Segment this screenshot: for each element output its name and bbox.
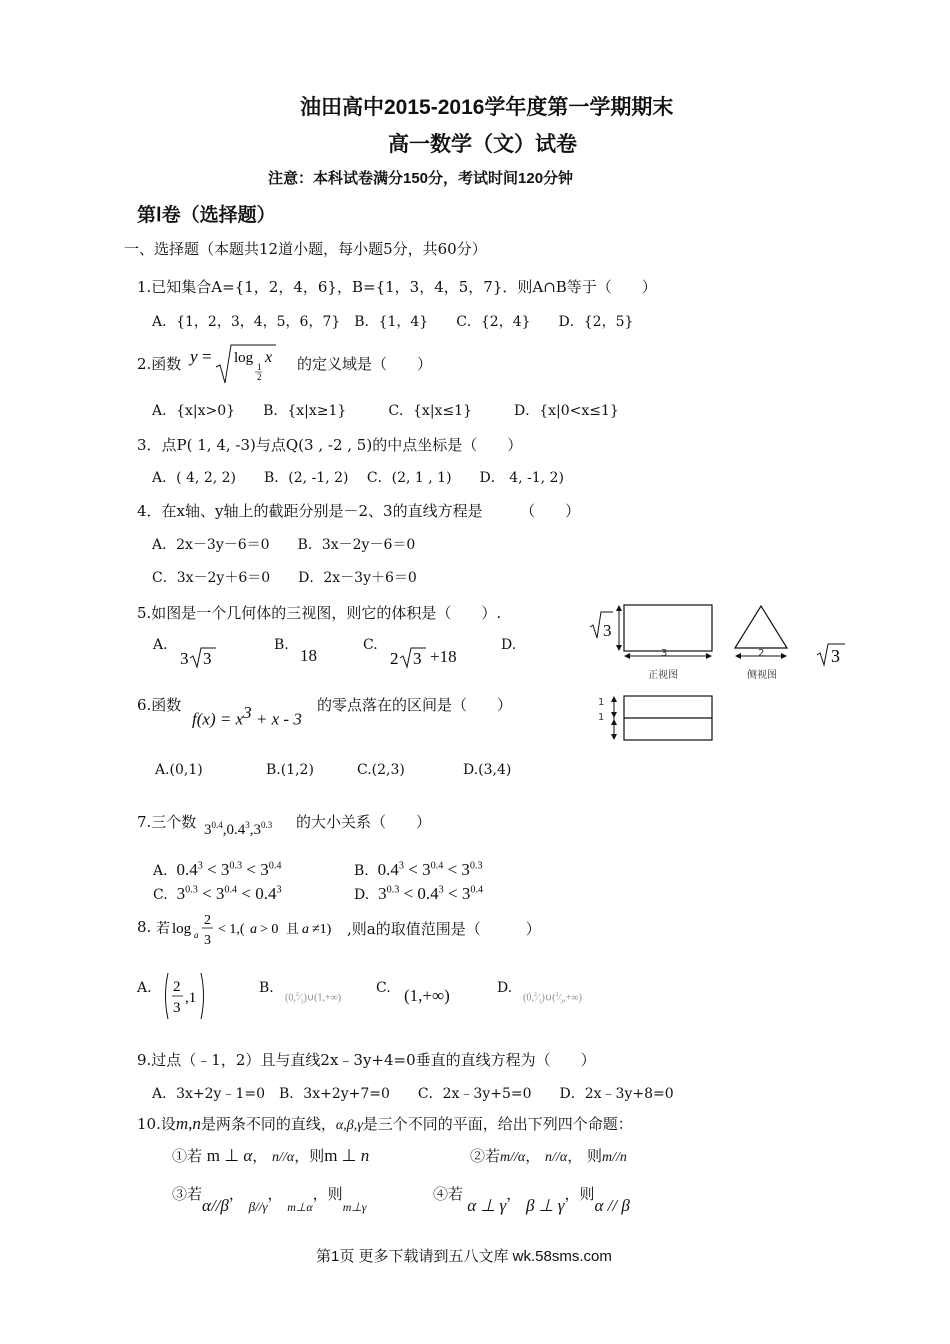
q5-label-c: C. bbox=[363, 637, 378, 653]
fig-dim-1b: 1 bbox=[598, 712, 605, 723]
q6-option-d: D.(3,4) bbox=[463, 762, 512, 778]
exam-note: 注意：本科试卷满分150分，考试时间120分钟 bbox=[268, 170, 574, 187]
fig-dim-3: 3 bbox=[661, 648, 668, 659]
sqrt-log-formula bbox=[188, 341, 283, 387]
q10-mid: 是两条不同的直线， bbox=[200, 1115, 336, 1133]
q8-prefix: 8. bbox=[137, 918, 152, 936]
svg-text:1: 1 bbox=[257, 362, 262, 372]
q8-label-b: B. bbox=[259, 980, 274, 996]
svg-text:3: 3 bbox=[603, 621, 612, 640]
q5-option-c-tail: +18 bbox=[430, 647, 457, 666]
q9-options: A．3x+2y﹣1=0 B．3x+2y+7=0 C．2x﹣3y+5=0 D．2x﹣3y+8=0 bbox=[152, 1086, 674, 1102]
q2-prefix: 2.函数 bbox=[137, 355, 182, 373]
q1-stem: 1.已知集合A={1，2，4，6}，B={1，3，4，5，7}．则A∩B等于（ ） bbox=[137, 278, 657, 296]
two-sqrt3 bbox=[390, 645, 430, 669]
q10-lines: m bbox=[175, 1114, 189, 1133]
log-inequality bbox=[156, 908, 356, 952]
q6-option-a: A.(0,1) bbox=[155, 762, 203, 778]
svg-text:2: 2 bbox=[390, 649, 399, 668]
q7-option-d: D. $3^{0.3} < 0.4^3 < 3^{0.4}$ bbox=[354, 884, 484, 903]
q7-option-a: A. $0.4^3 < 3^{0.3} < 3^{0.4}$ bbox=[153, 860, 282, 879]
svg-text:2: 2 bbox=[257, 372, 262, 382]
svg-text:2: 2 bbox=[173, 979, 181, 995]
q8-suffix: ,则a的取值范围是（ ） bbox=[347, 920, 541, 938]
svg-text:y: y bbox=[190, 347, 198, 366]
exam-subtitle: 高一数学（文）试卷 bbox=[388, 133, 577, 156]
q7-suffix: 的大小关系（ ） bbox=[296, 813, 432, 831]
sqrt3 bbox=[815, 641, 849, 667]
svg-text:a: a bbox=[194, 930, 199, 940]
q10-suffix: 是三个不同的平面，给出下列四个命题： bbox=[362, 1115, 633, 1133]
q6-prefix: 6.函数 bbox=[137, 696, 182, 714]
page-footer: 第1页 更多下载请到五八文库 wk.58sms.com bbox=[316, 1248, 612, 1265]
svg-text:=: = bbox=[202, 347, 212, 366]
section-intro: 一、选择题（本题共12道小题，每小题5分，共60分） bbox=[124, 240, 487, 258]
q8-label-c: C. bbox=[376, 980, 391, 996]
fig-front-label: 正视图 bbox=[648, 670, 678, 681]
q7-option-b: B. $0.4^3 < 3^{0.4} < 3^{0.3}$ bbox=[354, 860, 483, 879]
section-title: 第Ⅰ卷（选择题） bbox=[137, 205, 276, 226]
q6-suffix: 的零点落在的区间是（ ） bbox=[317, 696, 513, 714]
svg-text:,1: ,1 bbox=[185, 990, 197, 1006]
q5-label-b: B. bbox=[274, 637, 289, 653]
svg-text:2: 2 bbox=[204, 913, 211, 928]
q10-stem: 10.设m,n是两条不同的直线，α,β,γ是三个不同的平面，给出下列四个命题： bbox=[137, 1114, 633, 1133]
svg-text:< 1,(: < 1,( bbox=[218, 922, 245, 937]
q10-prop-2: ②若m//α， n//α， 则m//n bbox=[470, 1147, 627, 1165]
svg-text:a: a bbox=[302, 922, 309, 937]
q4-options-cd: C．3x－2y＋6＝0 D．2x－3y＋6＝0 bbox=[152, 570, 417, 586]
svg-text:3: 3 bbox=[203, 649, 212, 668]
q8-formula bbox=[156, 908, 356, 956]
svg-text:≠1): ≠1) bbox=[312, 922, 332, 937]
q8-label-a: A. bbox=[137, 980, 152, 996]
q2-options: A．{x|x>0} B．{x|x≥1} C．{x|x≤1} D．{x|0<x≤1} bbox=[152, 403, 619, 419]
q2-formula bbox=[188, 341, 283, 391]
svg-text:3: 3 bbox=[180, 649, 189, 668]
q6-formula: $f(x) = x^3 + x - 3$ bbox=[192, 703, 302, 729]
q9-stem: 9.过点（﹣1，2）且与直线2x﹣3y+4=0垂直的直线方程为（ ） bbox=[137, 1051, 596, 1069]
exam-title: 油田高中2015-2016学年度第一学期期末 bbox=[300, 96, 674, 119]
q5-option-a bbox=[180, 645, 220, 674]
fig-dim-2: 2 bbox=[758, 648, 765, 659]
q3-options: A．( 4, 2, 2) B．(2, -1, 2) C．(2, 1 , 1) D． 4, -1, 2) bbox=[152, 470, 564, 486]
q7-formula: $3^{0.4},0.4^3,3^{0.3}$ bbox=[204, 820, 273, 838]
q3-stem: 3．点P( 1, 4, -3)与点Q(3 , -2 , 5)的中点坐标是（ ） bbox=[137, 436, 523, 454]
q4-options-ab: A．2x－3y－6＝0 B．3x－2y－6＝0 bbox=[152, 537, 416, 553]
svg-text:log: log bbox=[234, 350, 254, 366]
three-sqrt3 bbox=[180, 645, 220, 669]
q10-prop-4: ④若 α ⊥ γ， β ⊥ γ，则α // β bbox=[433, 1185, 630, 1215]
q7-option-c: C. $3^{0.3} < 3^{0.4} < 0.4^3$ bbox=[153, 884, 282, 903]
q6-option-c: C.(2,3) bbox=[357, 762, 405, 778]
svg-text:log: log bbox=[172, 921, 192, 937]
svg-text:3: 3 bbox=[204, 933, 211, 948]
fig-side-label: 侧视图 bbox=[747, 670, 777, 681]
q5-stem: 5.如图是一个几何体的三视图，则它的体积是（ ）. bbox=[137, 604, 502, 622]
q1-options: A．{1，2，3，4，5，6，7} B．{1，4} C．{2，4} D．{2，5} bbox=[152, 314, 634, 330]
svg-text:x: x bbox=[265, 349, 273, 366]
svg-text:3: 3 bbox=[413, 649, 422, 668]
q10-planes: α,β,γ bbox=[335, 1118, 363, 1133]
svg-text:a: a bbox=[250, 922, 257, 937]
q5-option-d bbox=[815, 641, 849, 671]
q8-option-b: $(0,^2⁄_3)\cup(1,+\infty)$ bbox=[285, 992, 342, 1006]
q8-option-c: (1,+∞) bbox=[404, 986, 450, 1005]
q10-prop-1: ①若 m ⊥ α， n//α，则m ⊥ n bbox=[172, 1146, 370, 1165]
q10-prefix: 10.设 bbox=[137, 1115, 176, 1133]
svg-text:且: 且 bbox=[286, 922, 300, 937]
q5-option-b: 18 bbox=[300, 646, 317, 665]
q8-option-a bbox=[162, 970, 212, 1026]
q8-option-d: $(0,^2⁄_3)\cup(^2⁄_3,+\infty)$ bbox=[523, 992, 582, 1006]
q6-option-b: B.(1,2) bbox=[266, 762, 314, 778]
svg-text:3: 3 bbox=[173, 1000, 181, 1016]
q5-option-c bbox=[390, 645, 457, 669]
fig-dim-1a: 1 bbox=[598, 697, 605, 708]
q2-suffix: 的定义域是（ ） bbox=[297, 355, 433, 373]
q10-prop-3: ③若α//β， β//γ， $_{m\perp\alpha}$，则$_{m\perp\gamma}$ bbox=[172, 1185, 367, 1215]
q4-stem: 4．在x轴、y轴上的截距分别是－2、3的直线方程是 （ ） bbox=[137, 502, 581, 520]
svg-text:若: 若 bbox=[156, 921, 170, 937]
interval-two-thirds-one bbox=[162, 970, 212, 1022]
q5-label-d: D. bbox=[501, 637, 517, 653]
svg-text:> 0: > 0 bbox=[260, 922, 279, 937]
q8-label-d: D. bbox=[497, 980, 513, 996]
q5-label-a: A. bbox=[153, 637, 168, 653]
svg-text:3: 3 bbox=[831, 646, 840, 666]
q7-prefix: 7.三个数 bbox=[137, 813, 197, 831]
